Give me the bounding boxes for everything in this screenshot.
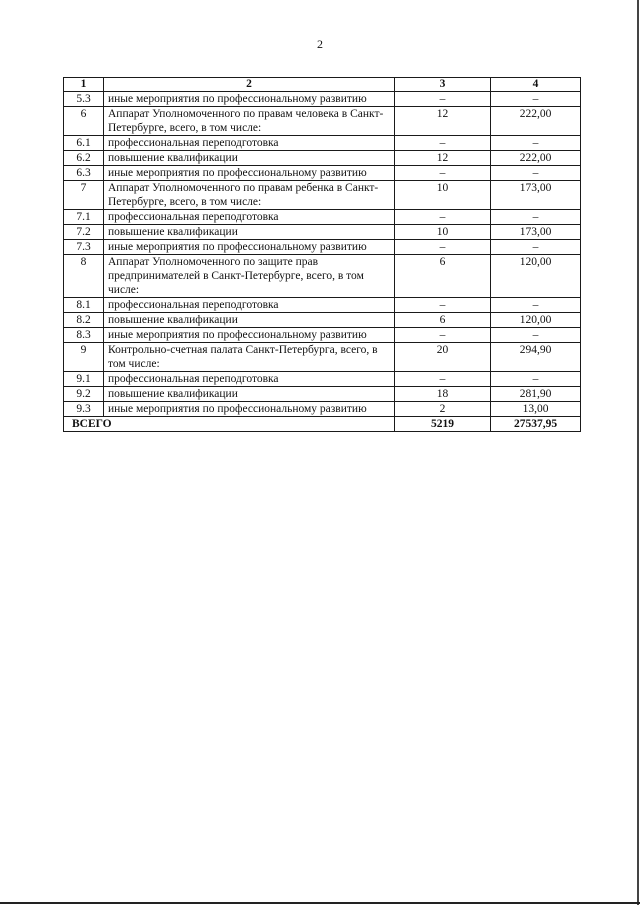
table-row [64,313,581,328]
row-count: 12 [395,107,491,136]
row-amount: 222,00 [491,151,581,166]
row-number: 9.3 [64,402,104,417]
page-number: 2 [317,37,323,51]
total-amount: 27537,95 [491,417,581,432]
row-count: 12 [395,151,491,166]
table-row [64,166,581,181]
row-amount: – [491,298,581,313]
row-number: 7.2 [64,225,104,240]
scan-edge-bottom [0,902,640,904]
total-row [64,417,581,432]
row-count: – [395,372,491,387]
row-number: 9.1 [64,372,104,387]
row-amount: – [491,210,581,225]
row-number: 8.2 [64,313,104,328]
row-description: повышение квалификации [104,387,395,402]
table-header-row [64,78,581,92]
table-row [64,402,581,417]
row-description: Аппарат Уполномоченного по правам человека в Санкт-Петербурге, всего, в том числе: [104,107,395,136]
row-number: 8 [64,255,104,298]
table-row [64,255,581,298]
row-description: профессиональная переподготовка [104,136,395,151]
row-amount: 173,00 [491,181,581,210]
row-count: 10 [395,181,491,210]
row-description: иные мероприятия по профессиональному развитию [104,92,395,107]
row-description: иные мероприятия по профессиональному развитию [104,240,395,255]
row-amount: – [491,166,581,181]
table-body [64,92,581,432]
column-header-3: 3 [395,78,491,92]
row-number: 8.3 [64,328,104,343]
table-row [64,387,581,402]
row-number: 8.1 [64,298,104,313]
table-row [64,181,581,210]
row-amount: 173,00 [491,225,581,240]
row-amount: – [491,136,581,151]
row-description: профессиональная переподготовка [104,210,395,225]
row-description: иные мероприятия по профессиональному развитию [104,402,395,417]
row-count: – [395,136,491,151]
row-description: иные мероприятия по профессиональному развитию [104,328,395,343]
row-description: Аппарат Уполномоченного по защите прав предпринимателей в Санкт-Петербурге, всего, в том числе: [104,255,395,298]
table-row [64,343,581,372]
row-description: Аппарат Уполномоченного по правам ребенка в Санкт-Петербурге, всего, в том числе: [104,181,395,210]
row-number: 5.3 [64,92,104,107]
row-count: – [395,328,491,343]
row-count: 18 [395,387,491,402]
row-amount: 120,00 [491,313,581,328]
row-count: – [395,210,491,225]
row-description: повышение квалификации [104,151,395,166]
row-count: 6 [395,255,491,298]
row-count: – [395,298,491,313]
column-header-4: 4 [491,78,581,92]
row-count: 2 [395,402,491,417]
row-amount: 120,00 [491,255,581,298]
column-header-2: 2 [104,78,395,92]
table-row [64,210,581,225]
row-amount: 294,90 [491,343,581,372]
row-count: – [395,166,491,181]
row-description: повышение квалификации [104,225,395,240]
row-count: 6 [395,313,491,328]
row-count: – [395,240,491,255]
row-description: Контрольно-счетная палата Санкт-Петербурга, всего, в том числе: [104,343,395,372]
table-row [64,151,581,166]
budget-table [63,77,581,432]
table-row [64,240,581,255]
row-description: профессиональная переподготовка [104,372,395,387]
row-number: 6.1 [64,136,104,151]
row-number: 7.1 [64,210,104,225]
row-number: 9 [64,343,104,372]
table-row [64,136,581,151]
row-amount: 222,00 [491,107,581,136]
row-amount: 281,90 [491,387,581,402]
table-row [64,372,581,387]
row-description: повышение квалификации [104,313,395,328]
table-row [64,298,581,313]
table-row [64,225,581,240]
table-row [64,328,581,343]
row-amount: – [491,372,581,387]
scan-edge-right [637,0,639,905]
row-count: – [395,92,491,107]
row-number: 6.2 [64,151,104,166]
row-count: 10 [395,225,491,240]
total-count: 5219 [395,417,491,432]
row-description: профессиональная переподготовка [104,298,395,313]
row-number: 7 [64,181,104,210]
row-number: 7.3 [64,240,104,255]
row-description: иные мероприятия по профессиональному развитию [104,166,395,181]
row-amount: – [491,328,581,343]
table-row [64,92,581,107]
row-amount: – [491,240,581,255]
column-header-1: 1 [64,78,104,92]
row-count: 20 [395,343,491,372]
total-label: ВСЕГО [64,417,395,432]
row-number: 9.2 [64,387,104,402]
row-number: 6.3 [64,166,104,181]
row-number: 6 [64,107,104,136]
row-amount: 13,00 [491,402,581,417]
row-amount: – [491,92,581,107]
table-row [64,107,581,136]
